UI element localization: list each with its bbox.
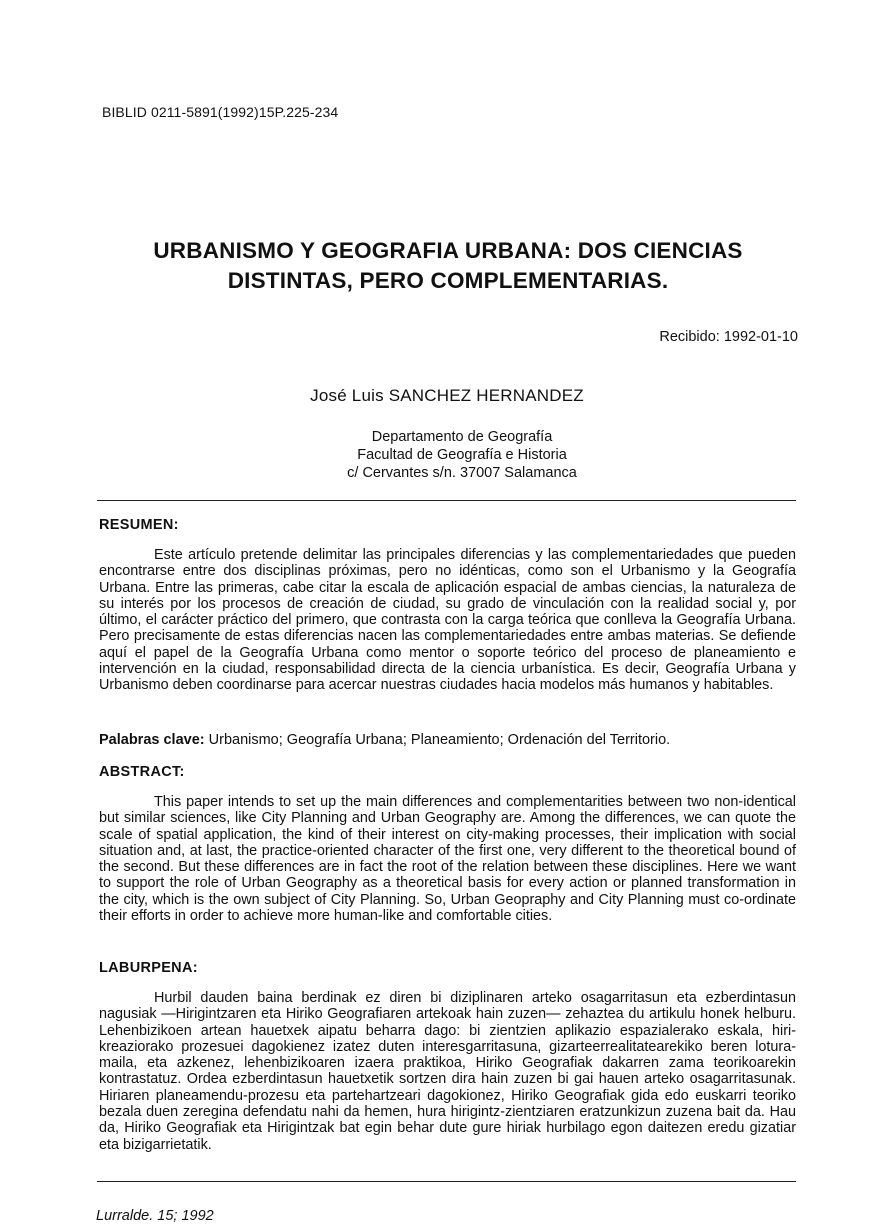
keywords-text: Urbanismo; Geografía Urbana; Planeamiento; Ordenación del Territorio. [208, 732, 671, 748]
abstract-text: This paper intends to set up the main differences and complementarities between two non-identical but similar sciences, like City Planning and Urban Geography are. Among the differences, we can quote the scale of spatial application, the kind of their interest on city-making processes, their implication with social situation and, at last, the practice-oriented character of the first one, very different to the theoretical bound of the second. But these differences are in fact the root of the relation between these disciplines. Here we want to support the role of Urban Geography as a theoretical basis for every action or planned transformation in the city, which is the own subject of City Planning. So, Urban Geopraphy and City Planning must co-ordinate their efforts in order to achieve more human-like and comfortable cities. [99, 794, 796, 925]
laburpena-heading: LABURPENA: [99, 960, 198, 976]
affiliation-address: c/ Cervantes s/n. 37007 Salamanca [347, 465, 577, 481]
article-title [60, 236, 836, 296]
resumen-heading: RESUMEN: [99, 517, 179, 533]
biblid-reference: BIBLID 0211-5891(1992)15P.225-234 [102, 104, 339, 120]
abstract-section [99, 764, 796, 924]
received-date: Recibido: 1992-01-10 [659, 329, 798, 345]
laburpena-text: Hurbil dauden baina berdinak ez diren bi diziplinaren arteko osagarritasun eta ezberdintasun nagusiak —Hirigintzaren eta Hiriko Geografiaren artekoak hain zuzen— zehaztea du artikulu honek helburu. Lehenbizikoen artean hauetxek aipatu beharra dago: bi zientzien aplikazio espazialerako eskala, hiri-kreaziorako prozesuei dagokienez izatez duten interesgarritasuna, gizarteerrealitatearekiko beren lotura-maila, eta azkenez, lehenbizikoaren izaera praktikoa, Hiriko Geografiak dakarren zama teorikoarekin kontrastatuz. Ordea ezberdintasun hauetxetik sortzen dira hain zuzen bi gai hauen arteko osagarritasunak. Hiriaren planeamendu-prozesu eta partehartzeari dagokionez, Hiriko Geografiak gida edo euskarri teoriko bezala duen zeregina defendatu nahi da hemen, hura hirigintz-zientziaren eratzunkizun zuzena bait da. Hau da, Hiriko Geografiak eta Hirigintzak bat egin behar dute gure hiriak hurbilago egon daitezen eredu gizatiar eta bizigarrietatik. [99, 990, 796, 1153]
affiliation-faculty: Facultad de Geografía e Historia [357, 447, 567, 463]
keywords [99, 732, 796, 748]
keywords-label: Palabras clave: [99, 732, 205, 748]
author-name: José Luis SANCHEZ HERNANDEZ [310, 386, 584, 405]
bottom-divider [97, 1181, 796, 1182]
top-divider [97, 500, 796, 501]
resumen-text: Este artículo pretende delimitar las principales diferencias y las complementariedades que pueden encontrarse entre dos disciplinas próximas, pero no idénticas, como son el Urbanismo y la Geografía Urbana. Entre las primeras, cabe citar la escala de aplicación espacial de ambas ciencias, la naturaleza de su interés por los procesos de creación de ciudad, su grado de vinculación con la realidad social y, por último, el carácter práctico del primero, que contrasta con la carga teórica que conlleva la Geografía Urbana. Pero precisamente de estas diferencias nacen las complementariedades entre ambas materias. Se defiende aquí el papel de la Geografía Urbana como mentor o soporte teórico del proceso de planeamiento e intervención en la ciudad, responsabilidad directa de la ciencia urbanística. Es decir, Geografía Urbana y Urbanismo deben coordinarse para acercar nuestras ciudades hacia modelos más humanos y habitables. [99, 547, 796, 694]
abstract-heading: ABSTRACT: [99, 764, 185, 780]
laburpena-section [99, 960, 796, 1153]
resumen-section [99, 517, 796, 694]
author-affiliation [0, 428, 882, 482]
title-line-1: URBANISMO Y GEOGRAFIA URBANA: DOS CIENCIAS [153, 238, 743, 263]
title-line-2: DISTINTAS, PERO COMPLEMENTARIAS. [227, 268, 669, 293]
affiliation-department: Departamento de Geografía [371, 429, 553, 445]
journal-footer: Lurralde. 15; 1992 [96, 1208, 214, 1224]
